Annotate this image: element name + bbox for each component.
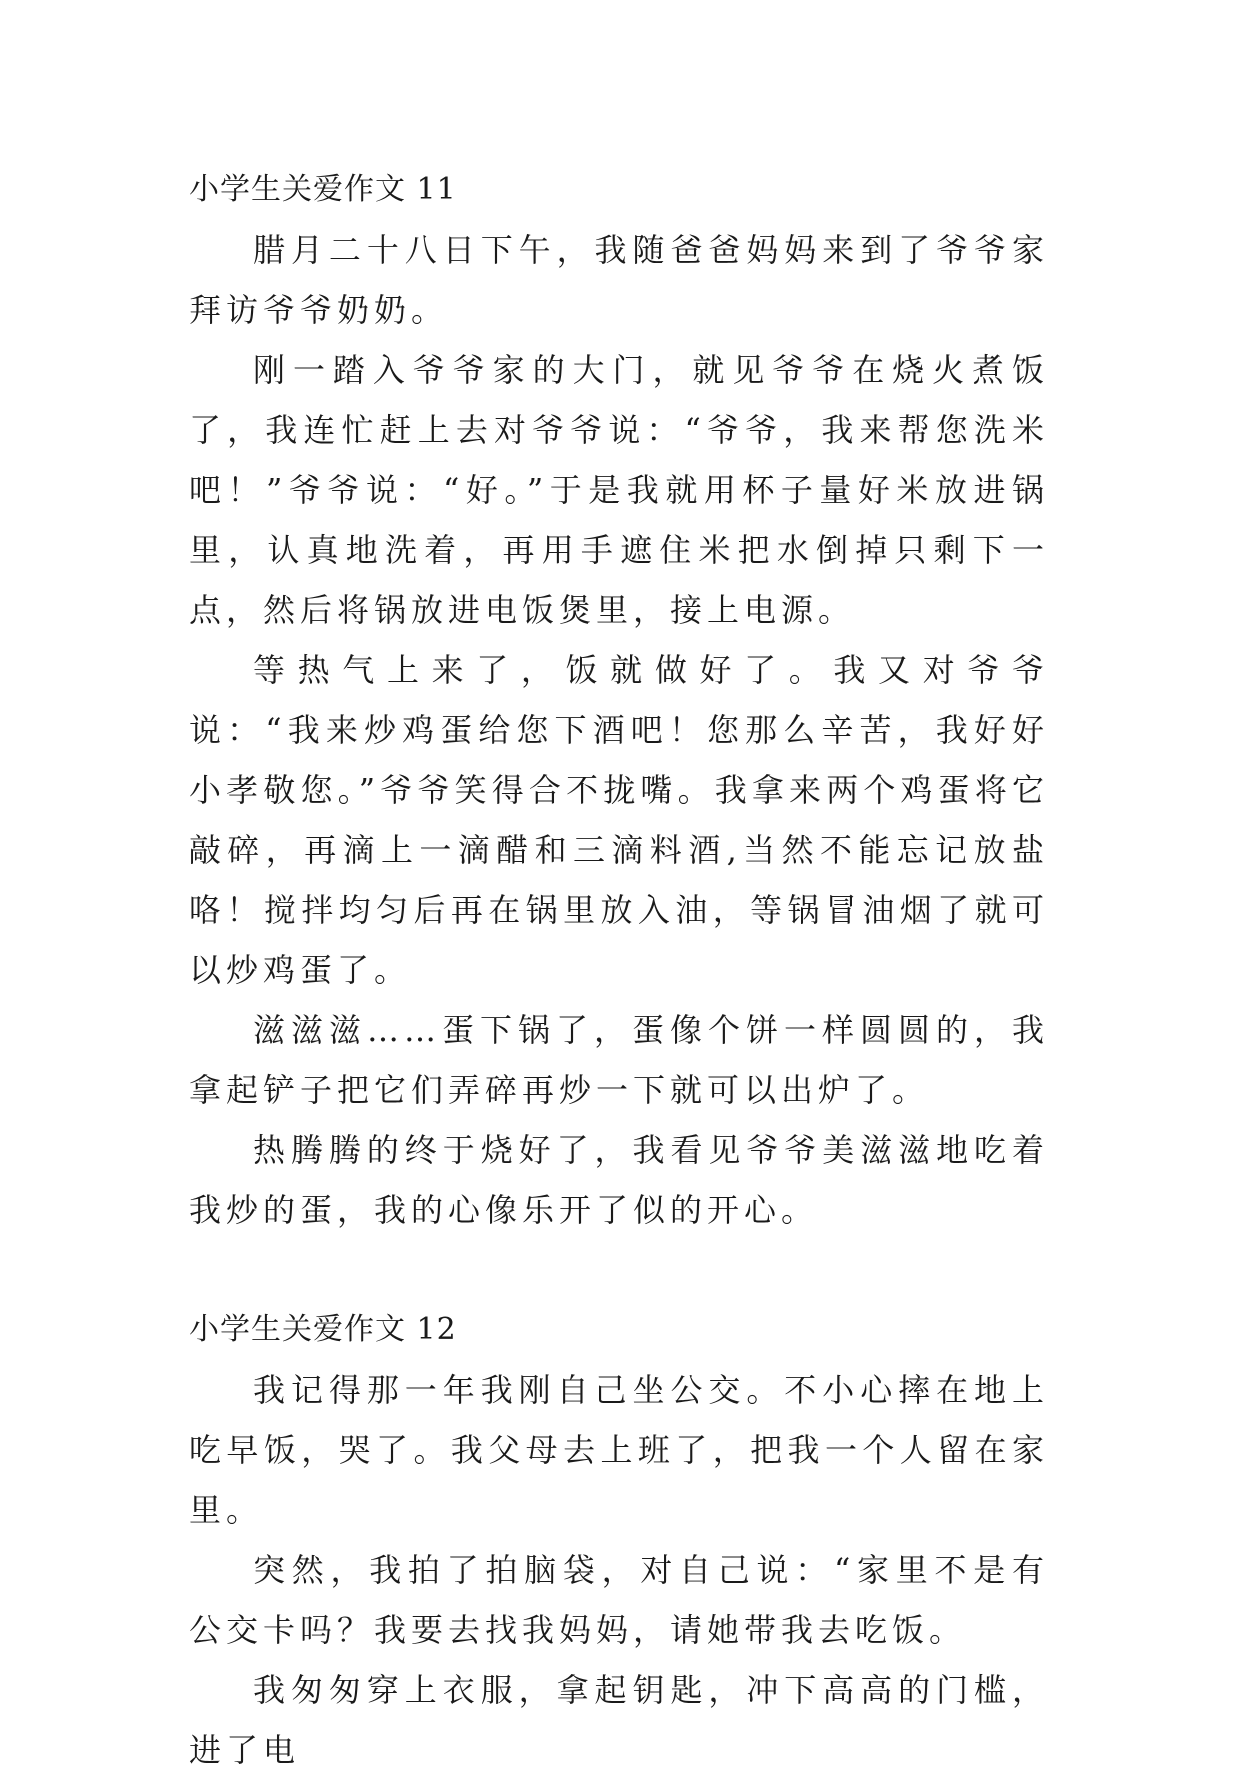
paragraph: 我记得那一年我刚自己坐公交。不小心摔在地上吃早饭，哭了。我父母去上班了，把我一个人留在家里。 — [189, 1371, 1049, 1529]
essay-11 — [189, 160, 1049, 1240]
paragraph: 突然，我拍了拍脑袋，对自己说：“家里不是有公交卡吗？我要去找我妈妈，请她带我去吃饭。 — [189, 1551, 1049, 1649]
essay-title: 小学生关爱作文 11 — [189, 172, 457, 207]
essay-title: 小学生关爱作文 12 — [189, 1312, 457, 1347]
paragraph: 我匆匆穿上衣服，拿起钥匙，冲下高高的门槛，进了电 — [189, 1671, 1049, 1769]
paragraph: 滋滋滋……蛋下锅了，蛋像个饼一样圆圆的，我拿起铲子把它们弄碎再炒一下就可以出炉了。 — [189, 1011, 1049, 1109]
section-gap — [189, 1240, 1049, 1300]
document-page — [189, 160, 1049, 1780]
paragraph: 刚一踏入爷爷家的大门，就见爷爷在烧火煮饭了，我连忙赶上去对爷爷说：“爷爷，我来帮您洗米吧！”爷爷说：“好。”于是我就用杯子量好米放进锅里，认真地洗着，再用手遮住米把水倒掉只剩下一点，然后将锅放进电饭煲里，接上电源。 — [189, 351, 1049, 629]
essay-12 — [189, 1300, 1049, 1780]
paragraph: 腊月二十八日下午，我随爸爸妈妈来到了爷爷家拜访爷爷奶奶。 — [189, 231, 1049, 329]
paragraph: 热腾腾的终于烧好了，我看见爷爷美滋滋地吃着我炒的蛋，我的心像乐开了似的开心。 — [189, 1131, 1049, 1229]
paragraph: 等热气上来了，饭就做好了。我又对爷爷说：“我来炒鸡蛋给您下酒吧！您那么辛苦，我好好小孝敬您。”爷爷笑得合不拢嘴。我拿来两个鸡蛋将它敲碎，再滴上一滴醋和三滴料酒,当然不能忘记放盐咯！搅拌均匀后再在锅里放入油，等锅冒油烟了就可以炒鸡蛋了。 — [189, 651, 1049, 989]
